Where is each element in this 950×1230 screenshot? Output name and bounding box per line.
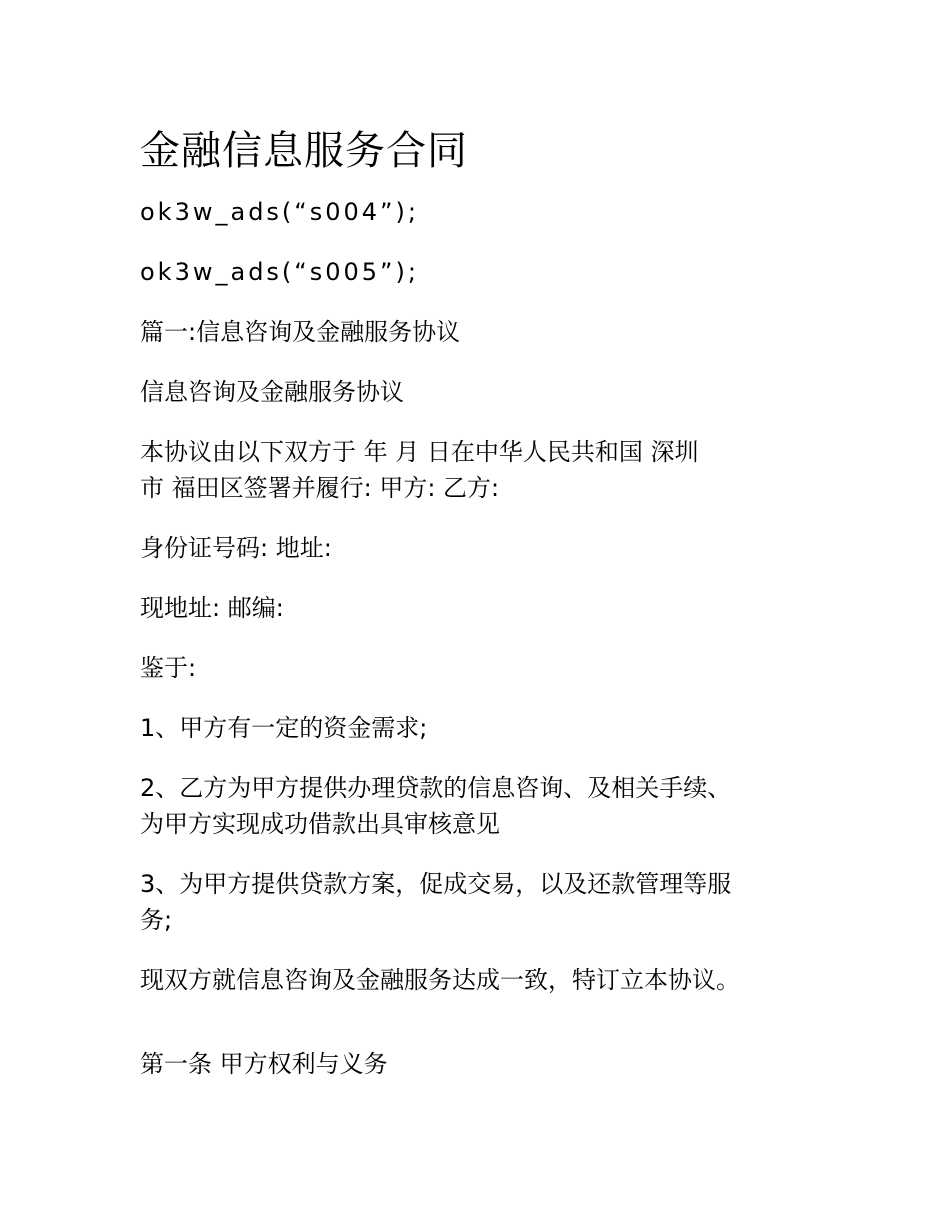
current-address-line: 现地址: 邮编: (140, 594, 284, 622)
ad-code-line: ok3w_ads(“s004”); (140, 198, 419, 226)
document-body (140, 122, 820, 1106)
whereas-item: 3、为甲方提供贷款方案，促成交易，以及还款管理等服 务; (140, 870, 732, 934)
agreement-statement: 现双方就信息咨询及金融服务达成一致，特订立本协议。 (140, 966, 740, 994)
whereas-item: 1、甲方有一定的资金需求; (140, 714, 428, 742)
section-heading: 篇一:信息咨询及金融服务协议 (140, 318, 461, 346)
whereas-label: 鉴于: (140, 654, 197, 682)
document-title: 金融信息服务合同 (140, 128, 468, 174)
whereas-item: 2、乙方为甲方提供办理贷款的信息咨询、及相关手续、 为甲方实现成功借款出具审核意见 (140, 774, 732, 838)
article-heading: 第一条 甲方权利与义务 (140, 1050, 388, 1078)
id-address-line: 身份证号码: 地址: (140, 534, 332, 562)
agreement-title: 信息咨询及金融服务协议 (140, 378, 404, 406)
agreement-intro: 本协议由以下双方于 年 月 日在中华人民共和国 深圳 市 福田区签署并履行: 甲方: 乙方: (140, 438, 699, 502)
ad-code-line: ok3w_ads(“s005”); (140, 258, 419, 286)
